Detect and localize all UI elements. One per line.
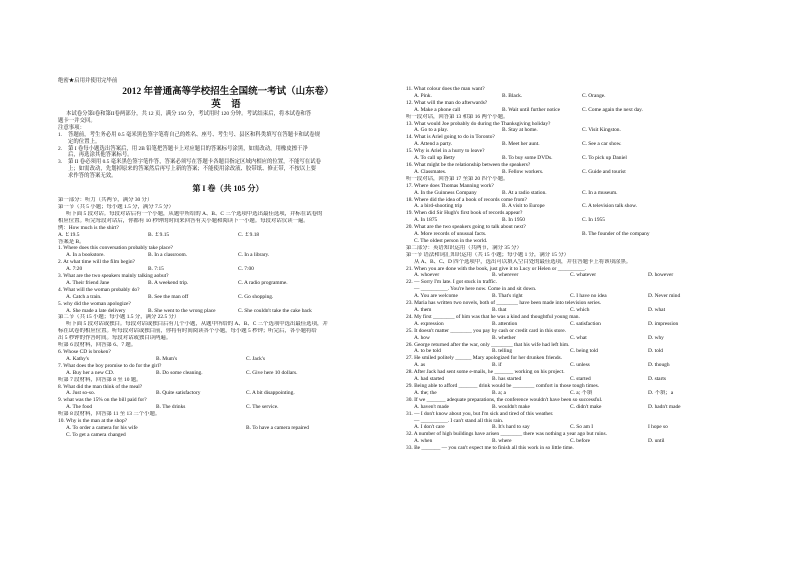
note-item [58,159,398,180]
listening-instruction: 听第 8 段材料，回答第 11 至 13 三个小题。 [58,411,161,418]
option: C. A television talk show. [582,203,638,210]
option-row [406,335,756,342]
option: C. whatever [570,272,597,279]
question: 31. — I don't know about you, but I'm sick and tired of this weather. [406,410,554,417]
option: I hope so [648,424,668,431]
option: B. Do some cleaning. [156,369,203,376]
option: D. told [648,348,663,355]
notes-label: 注意事项： [58,124,85,131]
option-row [58,252,398,259]
option-row [58,425,398,432]
option: D. 不填；a [648,389,674,396]
option: C. Jack's [246,355,265,362]
option: A. had started [414,376,445,383]
option: B. where [492,438,512,445]
subsection-title: 第一节 语法和词汇知识运用（共 15 小题；每小题 1 分，满分 15 分） [406,251,570,258]
option: C. 7:00 [238,266,254,273]
note-number: 2. [58,145,63,152]
question: 17. Where does Thomas Manning work? [406,182,494,189]
option: A. 7:20 [66,266,83,273]
option-row [406,141,756,148]
example-question: 例：How much is the shirt? [58,224,119,231]
option: B. The founder of the company [582,231,650,238]
option: C. Go shopping. [238,293,274,300]
option: C. In 1955 [582,217,605,224]
option: A. when [414,438,433,445]
option: A. The food [66,404,93,411]
option: A. Buy her a new CD. [66,369,115,376]
option: A. haven't made [414,403,449,410]
option-row [58,280,398,287]
question: 20. What are the two speakers going to talk about next? [406,224,526,231]
option: A. Just so-so. [66,390,96,397]
option: B. wherever [492,272,519,279]
option: D. Never mind [648,293,681,300]
option: B. 7:15 [148,266,164,273]
option: C. what [570,334,587,341]
option: C. Visit Kingston. [582,127,621,134]
option: C. A radio programme. [238,279,288,286]
option: C. So am I [570,424,594,431]
instruction-line: 从 A、B、C、D 四个选项中，选出可以填入空白处的最佳选项，并在答题卡上将该项涂黑。 [414,258,632,265]
option: B. Black. [502,92,523,99]
note-line: 上；如需改动，先划掉原来的答案然后再写上新的答案；不能使用涂改液、胶带纸、修正带，不按以上要 [68,166,316,173]
note-line: 答题前，考生务必用 0.5 毫米黑色签字笔将自己的姓名、座号、考生号、县区和科类填写在答题卡和试卷规 [68,131,321,138]
question: 14. What is Ariel going to do in Toronto? [406,134,495,141]
option: C. unless [570,362,590,369]
option: C. In a museum. [582,189,618,196]
option: C. A bit disappointing. [246,390,295,397]
option: D. starts [648,376,666,383]
option: D. why [648,334,664,341]
secret-note: 绝密★启用并使用完毕前 [58,78,118,84]
option: D. what [648,307,666,313]
option: A. Pink. [414,92,432,99]
section-title: 第二部分：英语知识运用（共两节，满分 35 分） [406,244,522,251]
option: A. In the Guinness Company [414,189,477,196]
question: 22. — Sorry I'm late. I got stuck in traffic. [406,279,497,286]
option: C. The oldest person in the world. [414,237,488,244]
option: A. In a bookstore. [66,252,105,259]
option-row [406,293,756,300]
option-row [406,438,756,445]
question: 29. Being able to afford _______ drink would be ________ comfort in those tough times. [406,382,600,389]
option: A. I don't care [414,424,445,431]
option: C. Come again the next day. [582,106,643,113]
option-row [58,370,398,377]
option: C. Orange. [582,92,606,99]
question: 11. What colour does the man want? [406,86,485,92]
note-number: 3. [58,159,63,166]
option: A. Classmates. [414,168,447,175]
intro-line-1: 本试卷分第I卷和第II卷两部分，共 12 页，满分 150 分，考试用时 120 分钟。考试结束后，将本试卷和答 [66,111,312,117]
option: C. Give here 10 dollars. [246,369,298,376]
option: A. In 1875 [414,217,438,224]
option: C. She couldn't take the cake back [238,307,312,314]
option: A. them [414,307,432,313]
option: C. I have no idea [570,293,607,300]
part1-title: 第 I 卷（共 105 分） [192,184,264,194]
option: A. expression [414,320,444,327]
question: 2. At what time will the film begin? [58,259,135,266]
question: 21. When you are done with the book, just give it to Lucy or Helen or __________. [406,265,587,272]
question: 7. What does the boy promise to do for the girl? [58,362,162,369]
option-row [406,190,756,197]
option-row [406,321,756,328]
question: 10. Why is the man at the shop? [58,418,128,425]
option: C. ￡9.18 [238,231,260,238]
option: B. Mum's [156,355,178,362]
question: — __________. I can't stand all this rain. [414,417,504,424]
option: A. To call up Betty [414,155,455,162]
option: A. She made a late delivery [66,307,126,314]
instruction-line: 相应位置。听完每段对话后，你都有 10 秒钟的时间来回答有关小题和阅读下一小题。每段对话仅读一遍。 [58,217,309,224]
question: 23. Maria has written two novels, both of ________ have been made into television series. [406,300,602,307]
question: 9. what was the 15% on the bill paid for? [58,397,147,404]
option: B. attention [492,320,518,327]
option-row [58,308,398,315]
listening-instruction: 听一段对话，回答第 13 和第 16 两个小题。 [406,113,509,120]
subsection-title: 第二节（共 15 小题；每小题 1.5 分，满分 22.5 分） [58,314,180,321]
option: B. A visit to Europe [502,203,545,210]
option: C. satisfaction [570,320,601,327]
option: A. To order a camera for his wife [66,424,138,431]
instruction-line: 出 5 秒钟的作答时间。每段对话或独白读两遍。 [58,335,172,342]
option: A. as [414,362,426,369]
option-row [406,231,756,238]
option: D. hadn't made [648,403,681,410]
option: B. It's hard to say [492,424,530,431]
option: B. Stay at home. [502,127,538,134]
question: 18. Where did the idea of a book of records come from? [406,196,527,203]
option-row [58,232,398,239]
right-column [406,86,756,452]
question: 8. What did the man think of the meal? [58,383,143,390]
option-row [406,404,756,411]
question: 19. When did Sir Hugh's first book of records appear? [406,210,523,217]
option-row [406,348,756,355]
option: D. impression [648,320,679,327]
option-row [58,356,398,363]
option-row [58,294,398,301]
listening-instruction: 听一段对话，回答第 17 至第 20 四个小题。 [406,175,509,182]
option: B. if [492,362,502,369]
question: 27. He smiled politely ______ Mary apologized for her drunken friends. [406,355,562,362]
option: B. ￡9.15 [148,231,170,238]
note-number: 1. [58,131,63,138]
option: B. has started [492,376,522,383]
option-row [406,155,756,162]
option: A. You are welcome [414,293,458,300]
listening-instruction: 听第 7 段材料，回答第 8 至 10 题。 [58,376,142,383]
option-row [406,424,756,431]
note-line: 求作答的答案无效。 [68,173,117,180]
option: A. how [414,334,430,341]
option: A. Their friend Jane [66,279,110,286]
option-row [58,390,398,397]
intro-line-2: 题卡一并交回。 [58,117,96,124]
question: 26. George returned after the war, only ________ that his wife had left him. [406,341,570,348]
example-answer: 答案是 B。 [58,238,85,245]
option: B. See the man off [148,293,189,300]
question: 24. My first ________ of him was that he was a kind and thoughtful young man. [406,313,580,320]
option: C. a; 不填 [570,389,593,396]
option: B. In a classroom. [148,252,188,259]
option: B. The drinks [156,404,186,411]
option: C. before [570,438,591,445]
option: C. which [570,307,590,313]
option: A. whoever [414,272,440,279]
question: 13. What would Joe probably do during the Thanksgiving holiday? [406,120,551,127]
option: A. Kathy's [66,355,89,362]
question: 25. It doesn't matter ________ you pay by cash or credit card in this store. [406,327,566,334]
question: 33. Be _______ — you can't expect me to finish all this work in so little time. [406,445,574,452]
note-item [58,146,398,160]
option: D. however [648,272,674,279]
option-row [406,376,756,383]
option: B. telling [492,348,513,355]
option-row [406,203,756,210]
option: B. Quite satisfactory [156,390,201,397]
option: D. though [648,362,670,369]
option: B. Fellow workers. [502,168,544,175]
option: B. Wait until further notice [502,106,561,113]
option-row [406,93,756,100]
note-line: 后，再选涂其他答案标号。 [68,152,133,159]
option: C. being told [570,348,599,355]
question: 4. What will the woman probably do? [58,286,140,293]
option-row [406,362,756,369]
exam-title: 2012 年普通高等学校招生全国统一考试（山东卷） [122,87,334,97]
option: C. The service. [246,404,279,411]
option: B. wouldn't make [492,403,530,410]
option: A. Catch a train. [66,293,102,300]
option: C. started [570,376,591,383]
question: 6. Whose CD is broken? [58,349,111,355]
question: — __________. You're here now. Come in and sit down. [414,286,537,293]
instruction-line: 听下面 5 段对话或独白。每段对话或独白后有几个小题，从题中所给的 A、B、C 三个选项中选出最佳选项，并 [66,321,328,328]
note-line: 第 I 卷每小题选出答案后，用 2B 铅笔把答题卡上对应题目的答案标号涂黑，如需改动，用橡皮擦干净 [68,145,308,152]
option: B. that [492,307,507,313]
option-row [406,390,756,397]
option: B. To have a camera repaired [246,424,309,431]
option: A. Make a phone call [414,106,461,113]
instruction-line: 听下面 5 段对话。每段对话后有一个小题，从题中所给的 A、B、C 三个选项中选出最佳选项，并标在试卷的 [66,210,323,217]
subsection-title: 第一节（共 5 小题；每小题 1.5 分，满分 7.5 分） [58,203,174,210]
option: A. the; the [414,389,437,396]
option: A. Attend a party. [414,141,453,148]
option: B. whether [492,334,516,341]
question: 32. A number of high buildings have arisen ________ there was nothing a year ago but ruins. [406,431,607,438]
option-row [406,169,756,176]
option: B. That's right [492,293,523,300]
option: B. She went to the wrong place [148,307,216,314]
option: A. ￡19.5 [58,231,80,238]
question: 28. After Jack had sent some e-mails, he _______ working on his project. [406,369,565,376]
option: A. More records of unusual facts. [414,231,487,238]
option: C. In a library. [238,252,270,259]
option: B. a; a [492,389,506,396]
option: D. until [648,438,665,445]
option: B. Meet her aunt. [502,141,540,148]
option: A. Go to a play. [414,127,449,134]
option-row [406,272,756,279]
listening-instruction: 听第 6 段材料，回答第 6、7 题。 [58,342,137,349]
option-row [406,127,756,134]
option: C. To get a camera changed [66,431,126,438]
question: 16. What might be the relationship between the speakers? [406,161,531,168]
question: 30. If we _______ adequate preparations, the conference wouldn't have been so successful. [406,396,603,403]
option-row [406,307,756,314]
option: C. See a car show. [582,141,622,148]
option: C. Guide and tourist [582,168,626,175]
option: B. To buy some DVDs. [502,155,553,162]
option: A. to be told [414,348,441,355]
option: C. To pick up Daniel [582,155,627,162]
option-row [406,217,756,224]
note-line: 第 II 卷必须用 0.5 毫米黑色签字笔作答，答案必须写在答题卡各题目指定区域内相应的位置，不能写在试卷 [68,159,321,166]
option: C. didn't make [570,403,602,410]
question: 5. why did the woman apologize? [58,300,131,307]
note-item [58,132,398,146]
question: 3. What are the two speakers mainly talking aobut? [58,273,169,280]
subject-title: 英 语 [211,100,245,110]
left-column [58,78,398,439]
section-title: 第一部分：听力（共两节，满分 30 分） [58,197,153,204]
option-row [58,404,398,411]
option: A. a bird-shooting trip [414,203,463,210]
question: 12. What will the man do afterwards? [406,99,488,106]
question: 15. Why is Ariel in a hurry to leave? [406,148,485,155]
note-line: 定的位置上。 [68,138,101,145]
option: B. At a radio station. [502,189,547,196]
instruction-line: 标在试卷的相应位置。听每段对话或独白前，你将有时间阅读各个小题，每小题 5 秒钟；听完后，各小题将给 [58,328,317,335]
option-row [406,107,756,114]
option: B. In 1950 [502,217,525,224]
option: B. A weekend trip. [148,279,189,286]
option-row [58,266,398,273]
question: 1. Where does this conversation probably take place? [58,245,173,252]
